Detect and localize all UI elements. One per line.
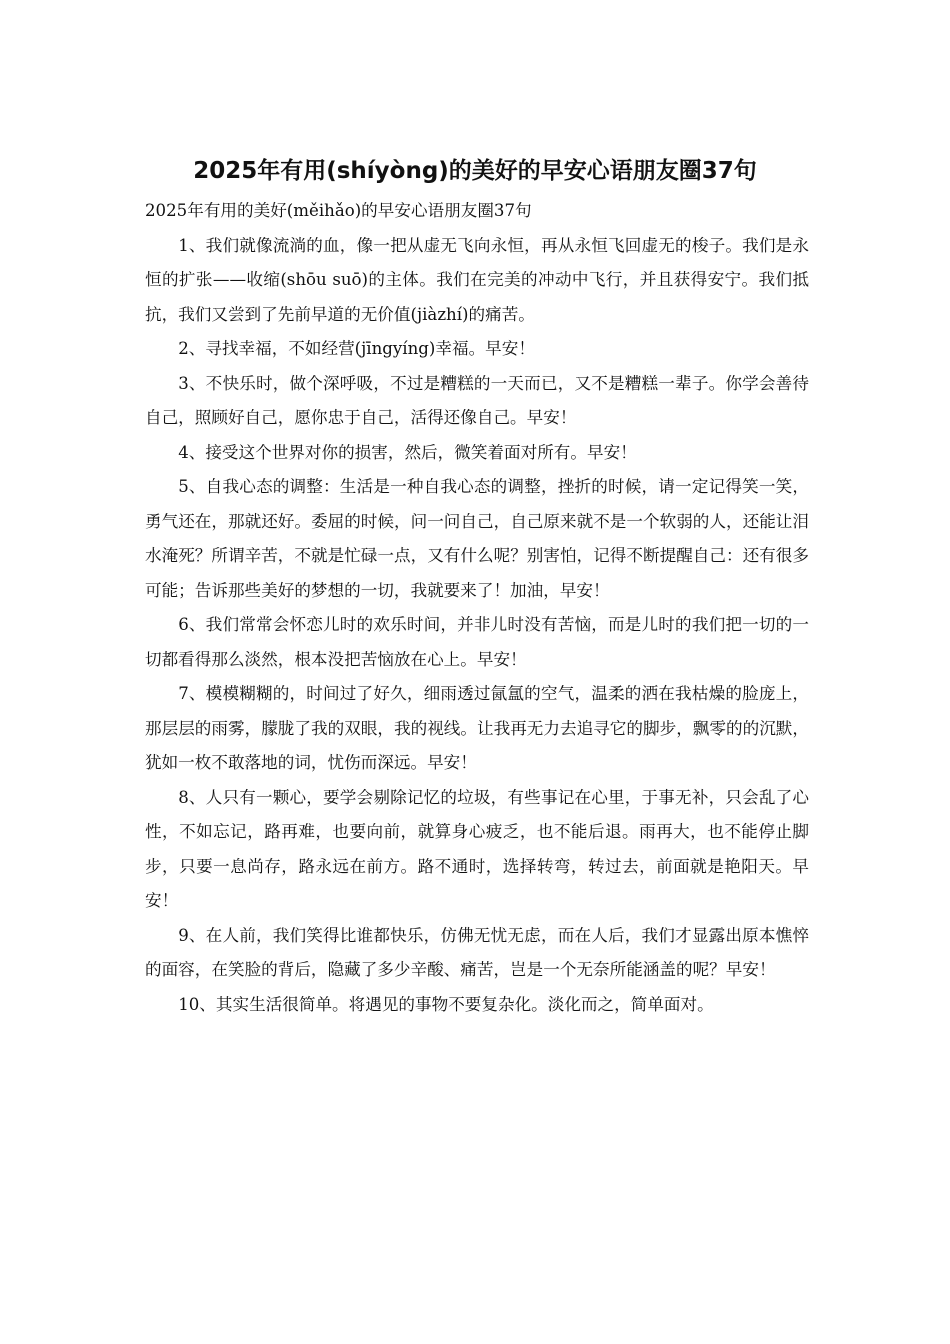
paragraph-6: 6、我们常常会怀恋儿时的欢乐时间，并非儿时没有苦恼，而是儿时的我们把一切的一切都看得那么淡然，根本没把苦恼放在心上。早安！ — [145, 615, 809, 669]
paragraph-1: 1、我们就像流淌的血，像一把从虚无飞向永恒，再从永恒飞回虚无的梭子。我们是永恒的扩张——收缩(shōu suō)的主体。我们在完美的冲动中飞行，并且获得安宁。我们抵抗，我们又尝到了先前早道的无价值(jiàzhí)的痛苦。 — [145, 235, 809, 324]
paragraph-4: 4、接受这个世界对你的损害，然后，微笑着面对所有。早安！ — [178, 442, 637, 462]
paragraph-3: 3、不快乐时，做个深呼吸，不过是糟糕的一天而已，又不是糟糕一辈子。你学会善待自己，照顾好自己，愿你忠于自己，活得还像自己。早安！ — [145, 373, 809, 427]
paragraph-5: 5、自我心态的调整：生活是一种自我心态的调整，挫折的时候，请一定记得笑一笑，勇气还在，那就还好。委屈的时候，问一问自己，自己原来就不是一个软弱的人，还能让泪水淹死？所谓辛苦，不就是忙碌一点，又有什么呢？别害怕，记得不断提醒自己：还有很多可能；告诉那些美好的梦想的一切，我就要来了！加油，早安！ — [145, 477, 809, 600]
paragraph-10: 10、其实生活很简单。将遇见的事物不要复杂化。淡化而之，简单面对。 — [178, 994, 714, 1014]
paragraph-2: 2、寻找幸福，不如经营(jīngyíng)幸福。早安！ — [178, 339, 535, 358]
document-title: 2025年有用(shíyòng)的美好的早安心语朋友圈37句 — [193, 158, 757, 184]
document-subtitle: 2025年有用的美好(měihǎo)的早安心语朋友圈37句 — [145, 201, 532, 220]
document-body — [145, 194, 809, 1022]
paragraph-7: 7、模模糊糊的，时间过了好久，细雨透过氤氲的空气，温柔的洒在我枯燥的脸庞上，那层层的雨雾，朦胧了我的双眼，我的视线。让我再无力去追寻它的脚步，飘零的的沉默，犹如一枚不敢落地的词，忧伤而深远。早安！ — [145, 684, 809, 772]
paragraph-8: 8、人只有一颗心，要学会剔除记忆的垃圾，有些事记在心里，于事无补，只会乱了心性，不如忘记，路再难，也要向前，就算身心疲乏，也不能后退。雨再大，也不能停止脚步，只要一息尚存，路永远在前方。路不通时，选择转弯，转过去，前面就是艳阳天。早安！ — [145, 787, 809, 910]
paragraph-9: 9、在人前，我们笑得比谁都快乐，仿佛无忧无虑，而在人后，我们才显露出原本憔悴的面容，在笑脸的背后，隐藏了多少辛酸、痛苦，岂是一个无奈所能涵盖的呢？早安！ — [145, 925, 809, 979]
